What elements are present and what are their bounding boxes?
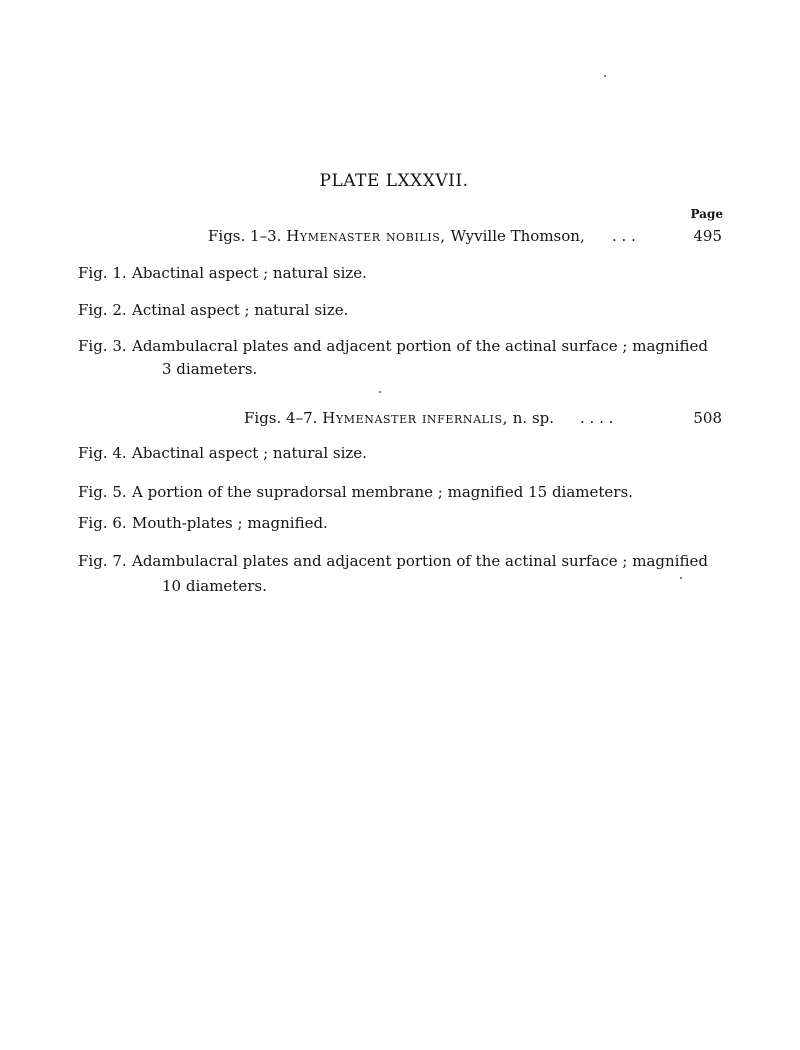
- figure-description: Abactinal aspect ; natural size.: [132, 444, 367, 462]
- section-page-number: 495: [693, 227, 722, 245]
- figure-description: Adambulacral plates and adjacent portion of the actinal surface ; magnified: [132, 337, 708, 355]
- section-heading: [208, 227, 585, 245]
- figure-entry: [78, 301, 348, 319]
- figure-entry: [78, 514, 328, 532]
- figure-entry: [78, 337, 708, 355]
- figure-label: Fig. 5.: [78, 483, 127, 501]
- page-column-label: Page: [690, 207, 723, 221]
- leader-dots: . . .: [612, 227, 636, 245]
- figure-description: Mouth-plates ; magnified.: [132, 514, 328, 532]
- figure-entry: [78, 444, 367, 462]
- figure-label: Fig. 7.: [78, 552, 127, 570]
- print-speck: [379, 391, 381, 393]
- section-figs: Figs. 4–7.: [244, 409, 318, 427]
- species-name: Hymenaster infernalis,: [322, 409, 508, 427]
- figure-description: A portion of the supradorsal membrane ; magnified 15 diameters.: [132, 483, 633, 501]
- figure-description: Abactinal aspect ; natural size.: [132, 264, 367, 282]
- figure-description-continuation: 10 diameters.: [162, 577, 267, 595]
- figure-description-continuation: 3 diameters.: [162, 360, 258, 378]
- figure-entry: [78, 264, 367, 282]
- figure-label: Fig. 3.: [78, 337, 127, 355]
- section-heading: [244, 409, 554, 427]
- section-page-number: 508: [693, 409, 722, 427]
- figure-entry: [78, 483, 633, 501]
- figure-label: Fig. 1.: [78, 264, 127, 282]
- figure-label: Fig. 4.: [78, 444, 127, 462]
- print-speck: [680, 577, 682, 579]
- leader-dots: . . . .: [580, 409, 614, 427]
- figure-description: Actinal aspect ; natural size.: [132, 301, 349, 319]
- section-figs: Figs. 1–3.: [208, 227, 282, 245]
- plate-title: PLATE LXXXVII.: [319, 171, 469, 191]
- print-speck: [604, 75, 606, 77]
- species-authority: n. sp.: [512, 409, 555, 427]
- figure-label: Fig. 6.: [78, 514, 127, 532]
- species-authority: Wyville Thomson,: [450, 227, 585, 245]
- species-name: Hymenaster nobilis,: [286, 227, 446, 245]
- figure-entry: [78, 552, 708, 570]
- figure-description: Adambulacral plates and adjacent portion of the actinal surface ; magnified: [132, 552, 708, 570]
- figure-label: Fig. 2.: [78, 301, 127, 319]
